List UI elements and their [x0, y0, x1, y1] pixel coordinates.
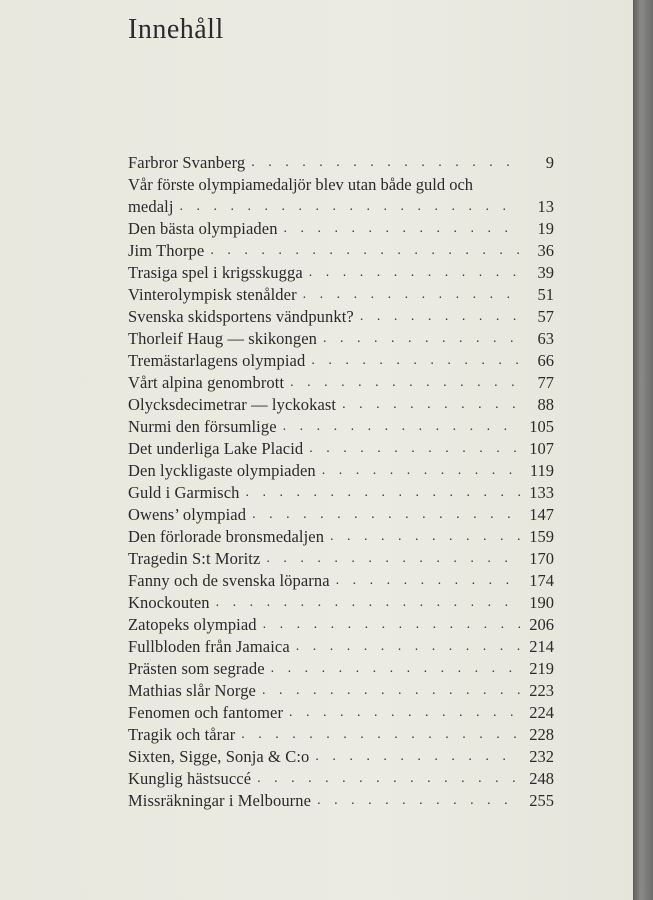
dot-leader: [290, 636, 520, 658]
toc-entry-title: Tremästarlagens olympiad: [128, 351, 306, 370]
toc-entry-title: Tragedin S:t Moritz: [128, 549, 261, 568]
dot-leader: [257, 614, 520, 636]
toc-entry-page: 119: [529, 461, 554, 480]
toc-entry-page: 224: [529, 703, 554, 722]
toc-entry-title: Olycksdecimetrar — lyckokast: [128, 395, 337, 414]
toc-entry: [128, 328, 554, 350]
toc-entry: [128, 592, 554, 614]
toc-entry: [128, 152, 554, 174]
toc-entry-page: 107: [529, 439, 554, 458]
toc-entry-page: 219: [529, 659, 554, 678]
toc-entry-title: Guld i Garmisch: [128, 483, 240, 502]
toc-entry-title: Den förlorade bronsmedaljen: [128, 527, 325, 546]
toc-entry-title: Den lyckligaste olympiaden: [128, 461, 316, 480]
dot-leader: [303, 262, 520, 284]
toc-entry-title: Fanny och de svenska löparna: [128, 571, 330, 590]
dot-leader: [317, 328, 520, 350]
toc-entry: [128, 658, 554, 680]
toc-entry-title: Jim Thorpe: [128, 241, 205, 260]
toc-entry-page: 170: [529, 549, 554, 568]
toc-entry: [128, 372, 554, 394]
toc-entry-page: 147: [529, 505, 554, 524]
dot-leader: [204, 240, 520, 262]
dot-leader: [251, 768, 520, 790]
toc-entry-page: 19: [537, 219, 554, 238]
toc-entry: [128, 416, 554, 438]
toc-entry: [128, 504, 554, 526]
dot-leader: [303, 438, 520, 460]
dot-leader: [330, 570, 520, 592]
dot-leader: [174, 196, 521, 218]
toc-entry: [128, 240, 554, 262]
dot-leader: [256, 680, 520, 702]
dot-leader: [265, 658, 520, 680]
toc-entry-title-line1: Vår förste olympiamedaljör blev utan både guld och: [128, 175, 474, 194]
toc-entry: [128, 702, 554, 724]
toc-entry-page: 248: [529, 769, 554, 788]
toc-entry: [128, 306, 554, 328]
toc-entry: [128, 262, 554, 284]
dot-leader: [283, 702, 520, 724]
toc-entry: [128, 438, 554, 460]
toc-entry-page: 223: [529, 681, 554, 700]
toc-entry-title: Svenska skidsportens vändpunkt?: [128, 307, 354, 326]
toc-entry: [128, 724, 554, 746]
toc-entry-title: Missräkningar i Melbourne: [128, 791, 312, 810]
dot-leader: [336, 394, 520, 416]
dot-leader: [235, 724, 520, 746]
toc-entry: [128, 460, 554, 482]
toc-entry-title: Kunglig hästsuccé: [128, 769, 252, 788]
toc-entry-page: 51: [537, 285, 554, 304]
toc-entry-title: Trasiga spel i krigsskugga: [128, 263, 303, 282]
toc-entry-title: Den bästa olympiaden: [128, 219, 278, 238]
dot-leader: [284, 372, 520, 394]
toc-entry: [128, 790, 554, 812]
toc-entry: [128, 174, 554, 218]
toc-entry-page: 133: [529, 483, 554, 502]
toc-entry-page: 232: [529, 747, 554, 766]
toc-entry-title: Vinterolympisk stenålder: [128, 285, 297, 304]
toc-entry-title: Vårt alpina genombrott: [128, 373, 285, 392]
dot-leader: [311, 790, 520, 812]
toc-entry-title: Prästen som segrade: [128, 659, 265, 678]
toc-entry-page: 57: [537, 307, 554, 326]
toc-entry-page: 105: [529, 417, 554, 436]
toc-entry-title: Thorleif Haug — skikongen: [128, 329, 318, 348]
toc-entry: [128, 482, 554, 504]
toc-entry: [128, 768, 554, 790]
toc-entry-page: 228: [529, 725, 554, 744]
toc-entry-page: 190: [529, 593, 554, 612]
dot-leader: [277, 416, 520, 438]
toc-entry: [128, 218, 554, 240]
toc-entry-page: 77: [537, 373, 554, 392]
toc-entry-page: 159: [529, 527, 554, 546]
dot-leader: [305, 350, 520, 372]
table-of-contents: [128, 152, 554, 812]
dot-leader: [245, 152, 520, 174]
toc-entry-page: 88: [537, 395, 554, 414]
toc-entry-page: 13: [537, 197, 554, 216]
toc-entry-page: 214: [529, 637, 554, 656]
toc-entry-page: 36: [537, 241, 554, 260]
toc-entry-title: Nurmi den försumlige: [128, 417, 277, 436]
dot-leader: [239, 482, 520, 504]
toc-entry-title: Sixten, Sigge, Sonja & C:o: [128, 747, 310, 766]
toc-entry-title: Owens’ olympiad: [128, 505, 247, 524]
book-page-edge: [633, 0, 653, 900]
toc-entry: [128, 548, 554, 570]
dot-leader: [297, 284, 520, 306]
dot-leader: [309, 746, 520, 768]
dot-leader: [210, 592, 520, 614]
toc-entry-title: Tragik och tårar: [128, 725, 236, 744]
toc-entry-title-line2: medalj: [128, 197, 174, 216]
toc-entry: [128, 570, 554, 592]
dot-leader: [246, 504, 520, 526]
toc-entry: [128, 636, 554, 658]
toc-entry-title: Fenomen och fantomer: [128, 703, 284, 722]
dot-leader: [354, 306, 520, 328]
toc-entry-title: Mathias slår Norge: [128, 681, 256, 700]
toc-entry-page: 206: [529, 615, 554, 634]
toc-entry-title: Zatopeks olympiad: [128, 615, 257, 634]
toc-entry-page: 174: [529, 571, 554, 590]
dot-leader: [260, 548, 520, 570]
toc-entry-title: Knockouten: [128, 593, 210, 612]
dot-leader: [278, 218, 520, 240]
toc-entry-page: 255: [529, 791, 554, 810]
toc-entry: [128, 614, 554, 636]
toc-entry-page: 39: [537, 263, 554, 282]
dot-leader: [316, 460, 520, 482]
toc-entry-title: Det underliga Lake Placid: [128, 439, 304, 458]
toc-entry-page: 9: [545, 153, 554, 172]
toc-entry: [128, 350, 554, 372]
toc-entry: [128, 526, 554, 548]
toc-entry-title: Farbror Svanberg: [128, 153, 246, 172]
toc-entry: [128, 284, 554, 306]
toc-entry: [128, 394, 554, 416]
toc-entry-title: Fullbloden från Jamaica: [128, 637, 290, 656]
toc-entry-page: 66: [537, 351, 554, 370]
toc-entry: [128, 746, 554, 768]
toc-entry-page: 63: [537, 329, 554, 348]
page-title: Innehåll: [128, 14, 224, 45]
dot-leader: [324, 526, 520, 548]
toc-entry: [128, 680, 554, 702]
